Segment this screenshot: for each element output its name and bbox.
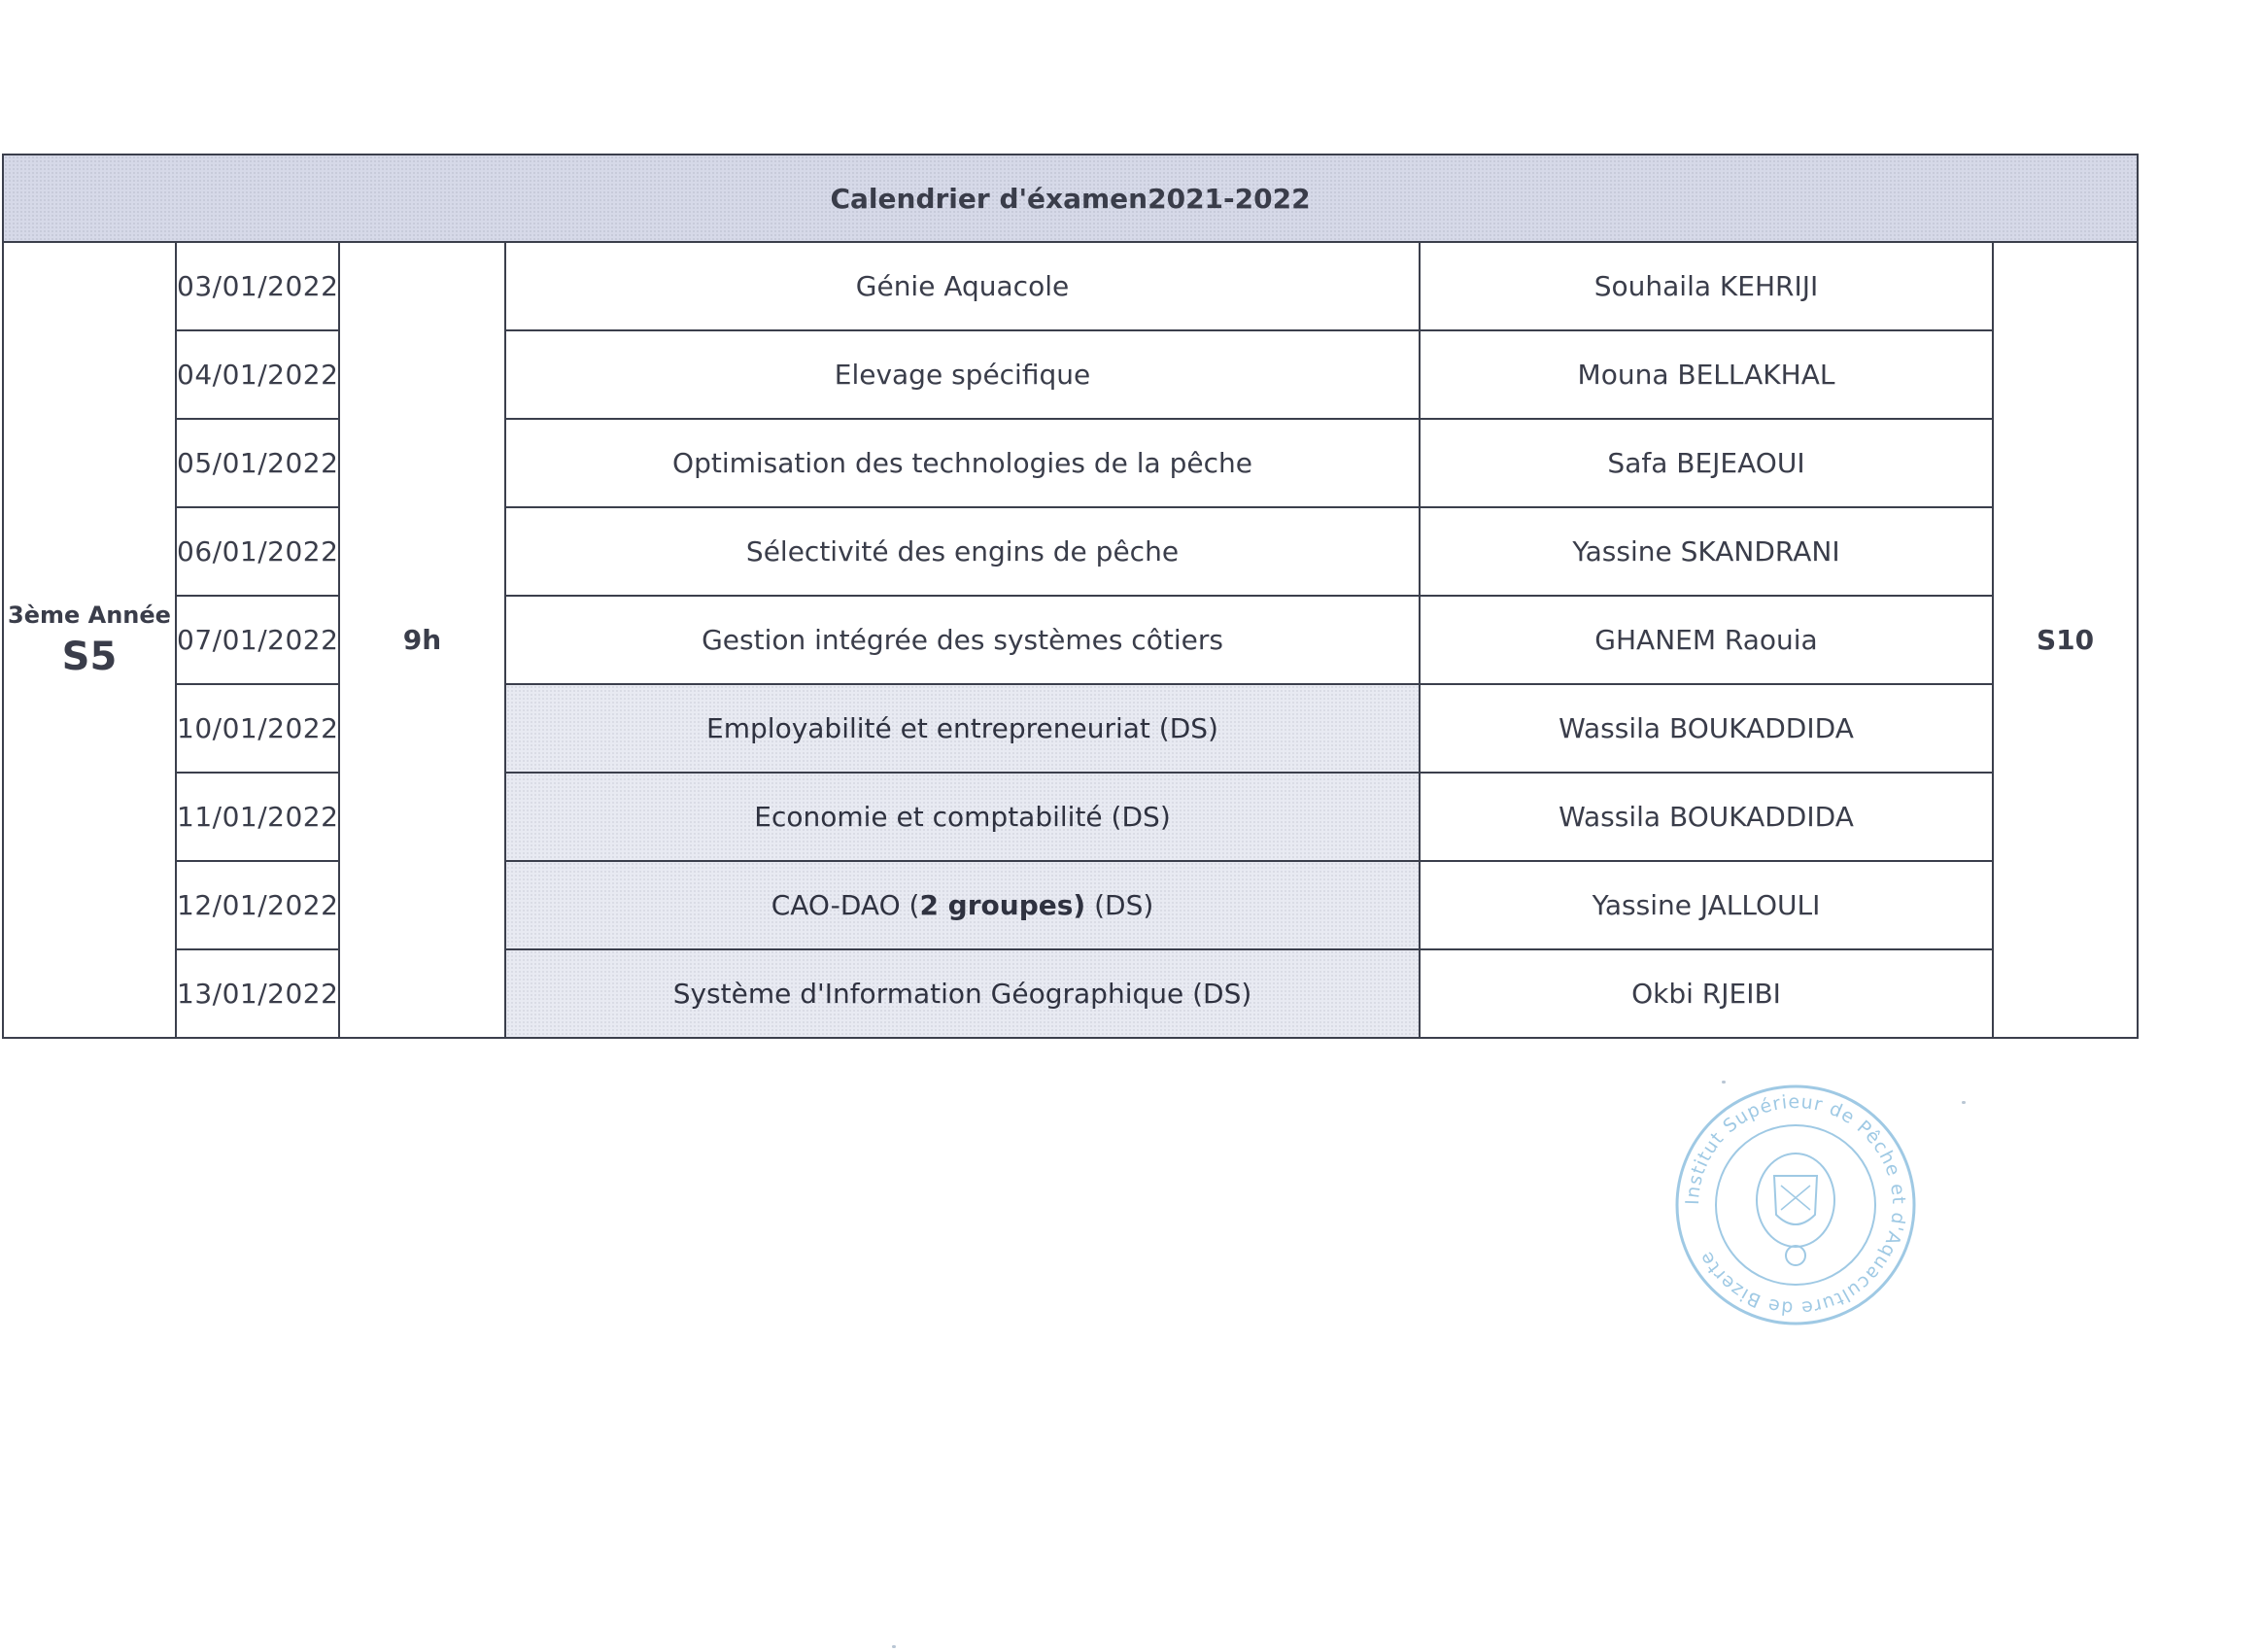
exam-room: S10 — [1993, 242, 2138, 1038]
exam-subject: Optimisation des technologies de la pêche — [505, 419, 1420, 507]
subject-part: (DS) — [1085, 889, 1154, 921]
table-row — [3, 507, 2138, 596]
table-row — [3, 330, 2138, 419]
scan-speck — [1722, 1081, 1726, 1084]
scan-speck — [892, 1645, 896, 1648]
exam-subject: Sélectivité des engins de pêche — [505, 507, 1420, 596]
exam-date: 06/01/2022 — [176, 507, 339, 596]
exam-time: 9h — [339, 242, 505, 1038]
exam-date: 12/01/2022 — [176, 861, 339, 949]
exam-teacher: Yassine SKANDRANI — [1420, 507, 1993, 596]
table-row — [3, 949, 2138, 1038]
table-row — [3, 419, 2138, 507]
title-row — [3, 155, 2138, 242]
exam-subject: Elevage spécifique — [505, 330, 1420, 419]
exam-date: 05/01/2022 — [176, 419, 339, 507]
subject-part: CAO-DAO ( — [771, 889, 920, 921]
official-stamp — [1669, 1079, 1922, 1331]
exam-calendar-table — [2, 154, 2139, 1039]
exam-teacher: Okbi RJEIBI — [1420, 949, 1993, 1038]
exam-date: 11/01/2022 — [176, 773, 339, 861]
semester-label: S5 — [61, 634, 118, 679]
table-row — [3, 596, 2138, 684]
exam-date: 13/01/2022 — [176, 949, 339, 1038]
exam-subject: Employabilité et entrepreneuriat (DS) — [505, 684, 1420, 773]
exam-subject: Gestion intégrée des systèmes côtiers — [505, 596, 1420, 684]
exam-teacher: GHANEM Raouia — [1420, 596, 1993, 684]
exam-teacher: Safa BEJEAOUI — [1420, 419, 1993, 507]
exam-teacher: Mouna BELLAKHAL — [1420, 330, 1993, 419]
table-row — [3, 773, 2138, 861]
exam-date: 07/01/2022 — [176, 596, 339, 684]
year-semester-cell — [3, 242, 176, 1038]
exam-teacher: Wassila BOUKADDIDA — [1420, 684, 1993, 773]
exam-subject: Génie Aquacole — [505, 242, 1420, 330]
subject-part-bold: 2 groupes) — [919, 889, 1086, 921]
year-label: 3ème Année — [8, 601, 171, 629]
exam-teacher: Wassila BOUKADDIDA — [1420, 773, 1993, 861]
exam-subject — [505, 861, 1420, 949]
exam-teacher: Yassine JALLOULI — [1420, 861, 1993, 949]
table-row — [3, 684, 2138, 773]
exam-subject: Economie et comptabilité (DS) — [505, 773, 1420, 861]
exam-subject: Système d'Information Géographique (DS) — [505, 949, 1420, 1038]
calendar-title: Calendrier d'éxamen2021-2022 — [3, 155, 2138, 242]
exam-date: 03/01/2022 — [176, 242, 339, 330]
exam-date: 10/01/2022 — [176, 684, 339, 773]
exam-teacher: Souhaila KEHRIJI — [1420, 242, 1993, 330]
exam-date: 04/01/2022 — [176, 330, 339, 419]
stamp-text: Institut Supérieur de Pêche et d'Aquaculture de Bizerte — [1681, 1090, 1910, 1320]
table-row — [3, 242, 2138, 330]
scan-speck — [1962, 1101, 1966, 1104]
table-row — [3, 861, 2138, 949]
